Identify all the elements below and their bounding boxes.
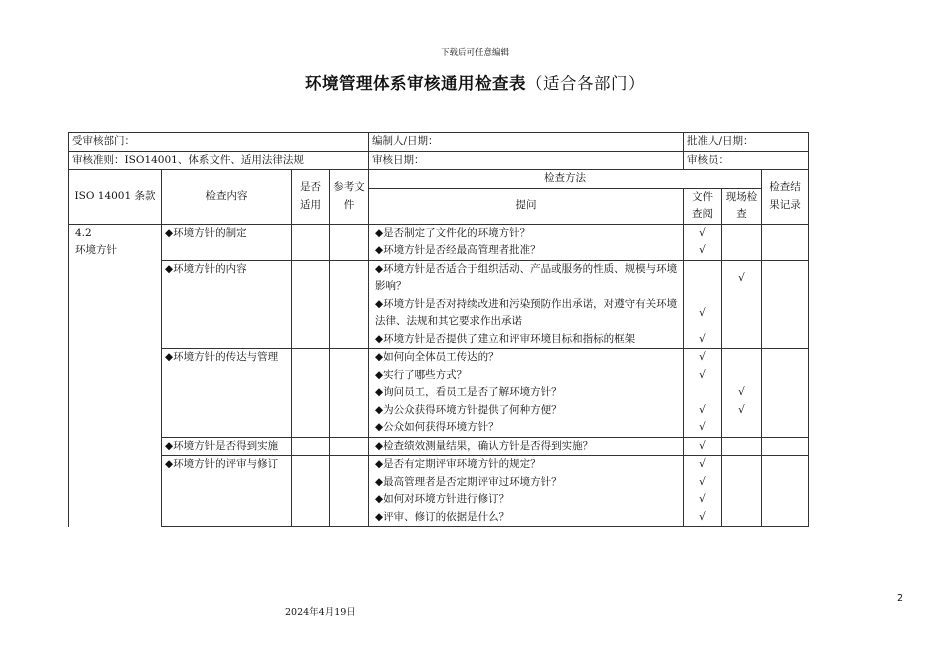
clause-cell-empty (69, 349, 162, 438)
approver-cell[interactable]: 批准人/日期： (684, 133, 809, 152)
doc-review-cell[interactable] (684, 260, 722, 349)
site-check-mark (722, 456, 761, 474)
criteria-cell: 审核准则：ISO14001、体系文件、适用法律法规 (69, 151, 369, 170)
clause-cell-empty (69, 456, 162, 527)
result-cell[interactable] (762, 260, 809, 349)
doc-review-mark: √ (699, 439, 706, 452)
doc-review-mark: √ (699, 244, 706, 256)
question-cell (369, 456, 684, 527)
ref-doc-cell[interactable] (330, 260, 369, 349)
page-number: 2 (897, 593, 904, 604)
site-check-mark (722, 296, 761, 331)
site-check-mark (722, 438, 761, 456)
question-item: ◆是否有定期评审环境方针的规定？ (375, 458, 541, 470)
check-content: ◆环境方针的传达与管理 (162, 349, 292, 438)
question-cell (369, 260, 684, 349)
site-check-mark (722, 225, 761, 243)
page-title (0, 70, 950, 94)
col-ref-doc: 参考文件 (330, 170, 369, 225)
footer-date: 2024年4月19日 (285, 607, 356, 618)
doc-review-cell[interactable] (684, 224, 722, 260)
question-item: ◆公众如何获得环境方针？ (375, 421, 499, 433)
check-content: ◆环境方针的制定 (162, 224, 292, 260)
question-cell (369, 437, 684, 456)
doc-review-mark: √ (699, 351, 706, 363)
col-applicable: 是否适用 (292, 170, 330, 225)
col-method: 检查方法 (369, 170, 762, 189)
site-check-cell[interactable] (722, 437, 762, 456)
clause-number: 4.2 (75, 226, 92, 239)
header-row-1 (69, 133, 809, 152)
applicable-cell[interactable] (292, 437, 330, 456)
col-clause: ISO 14001 条款 (69, 170, 162, 225)
header-row-2 (69, 151, 809, 170)
site-check-cell[interactable] (722, 349, 762, 438)
doc-review-mark: √ (699, 368, 706, 381)
applicable-cell[interactable] (292, 260, 330, 349)
applicable-cell[interactable] (292, 349, 330, 438)
group-row (69, 437, 809, 456)
site-check-cell[interactable] (722, 224, 762, 260)
question-item: ◆如何向全体员工传达的？ (375, 351, 499, 363)
site-check-mark (722, 242, 761, 260)
site-check-mark (722, 349, 761, 367)
check-content: ◆环境方针的评审与修订 (162, 456, 292, 527)
col-question: 提问 (369, 188, 684, 224)
site-check-mark: √ (738, 403, 745, 416)
question-item: ◆环境方针是否经最高管理者批准？ (375, 244, 541, 256)
doc-review-mark: √ (699, 306, 706, 319)
site-check-mark (722, 331, 761, 349)
question-item: ◆最高管理者是否定期评审过环境方针？ (375, 475, 562, 488)
doc-review-mark: √ (699, 475, 706, 488)
clause-cell-empty (69, 260, 162, 349)
doc-review-mark: √ (699, 510, 706, 523)
column-header-row-1 (69, 170, 809, 189)
result-cell[interactable] (762, 224, 809, 260)
doc-review-cell[interactable] (684, 456, 722, 527)
clause-name: 环境方针 (75, 244, 117, 256)
checklist-table (68, 132, 809, 527)
site-check-mark: √ (738, 386, 745, 398)
question-item: ◆询问员工，看员工是否了解环境方针？ (375, 386, 562, 398)
doc-review-mark: √ (699, 226, 706, 239)
question-cell (369, 224, 684, 260)
title-main: 环境管理体系审核通用检查表 (305, 74, 526, 93)
check-content: ◆环境方针是否得到实施 (162, 437, 292, 456)
group-row (69, 224, 809, 260)
doc-review-mark: √ (699, 403, 706, 416)
question-cell (369, 349, 684, 438)
site-check-cell[interactable] (722, 260, 762, 349)
clause-cell-empty (69, 437, 162, 456)
doc-review-mark: √ (699, 458, 706, 470)
col-result: 检查结果记录 (762, 170, 809, 225)
site-check-mark (722, 419, 761, 437)
site-check-mark (722, 367, 761, 385)
title-sub: （适合各部门） (526, 74, 645, 93)
ref-doc-cell[interactable] (330, 456, 369, 527)
question-item: ◆环境方针是否对持续改进和污染预防作出承诺，对遵守有关环境法律、法规和其它要求作出承诺 (375, 297, 678, 327)
group-row (69, 260, 809, 349)
question-item: ◆如何对环境方针进行修订？ (375, 493, 510, 505)
col-doc-review: 文件查阅 (684, 188, 722, 224)
question-item: ◆环境方针是否适合于组织活动、产品或服务的性质、规模与环境影响？ (375, 262, 678, 292)
audited-dept-cell[interactable]: 受审核部门： (69, 133, 369, 152)
ref-doc-cell[interactable] (330, 437, 369, 456)
doc-review-mark: √ (699, 332, 706, 345)
top-note: 下载后可任意编辑 (440, 48, 509, 58)
ref-doc-cell[interactable] (330, 349, 369, 438)
group-row (69, 456, 809, 527)
site-check-mark (722, 491, 761, 509)
audit-date-cell[interactable]: 审核日期： (369, 151, 684, 170)
doc-review-mark: √ (699, 421, 706, 433)
applicable-cell[interactable] (292, 224, 330, 260)
site-check-mark (722, 509, 761, 527)
question-item: ◆评审、修订的依据是什么？ (375, 510, 510, 523)
result-cell[interactable] (762, 456, 809, 527)
col-site-check: 现场检查 (722, 188, 762, 224)
result-cell[interactable] (762, 349, 809, 438)
auditor-cell[interactable]: 审核员： (684, 151, 809, 170)
applicable-cell[interactable] (292, 456, 330, 527)
col-content: 检查内容 (162, 170, 292, 225)
doc-review-cell[interactable] (684, 437, 722, 456)
doc-review-cell[interactable] (684, 349, 722, 438)
doc-review-mark: √ (699, 493, 706, 505)
result-cell[interactable] (762, 437, 809, 456)
question-item: ◆检查绩效测量结果，确认方针是否得到实施？ (375, 439, 594, 452)
clause-cell (69, 224, 162, 260)
site-check-mark (722, 474, 761, 492)
check-content: ◆环境方针的内容 (162, 260, 292, 349)
question-item: ◆环境方针是否提供了建立和评审环境目标和指标的框架 (375, 332, 636, 345)
doc-review-mark (684, 261, 721, 296)
question-item: ◆实行了哪些方式？ (375, 368, 468, 381)
site-check-cell[interactable] (722, 456, 762, 527)
group-row (69, 349, 809, 438)
compiler-cell[interactable]: 编制人/日期： (369, 133, 684, 152)
question-item: ◆为公众获得环境方针提供了何种方便？ (375, 403, 562, 416)
doc-review-mark (684, 384, 721, 402)
ref-doc-cell[interactable] (330, 224, 369, 260)
site-check-mark: √ (738, 271, 745, 284)
question-item: ◆是否制定了文件化的环境方针？ (375, 226, 531, 239)
